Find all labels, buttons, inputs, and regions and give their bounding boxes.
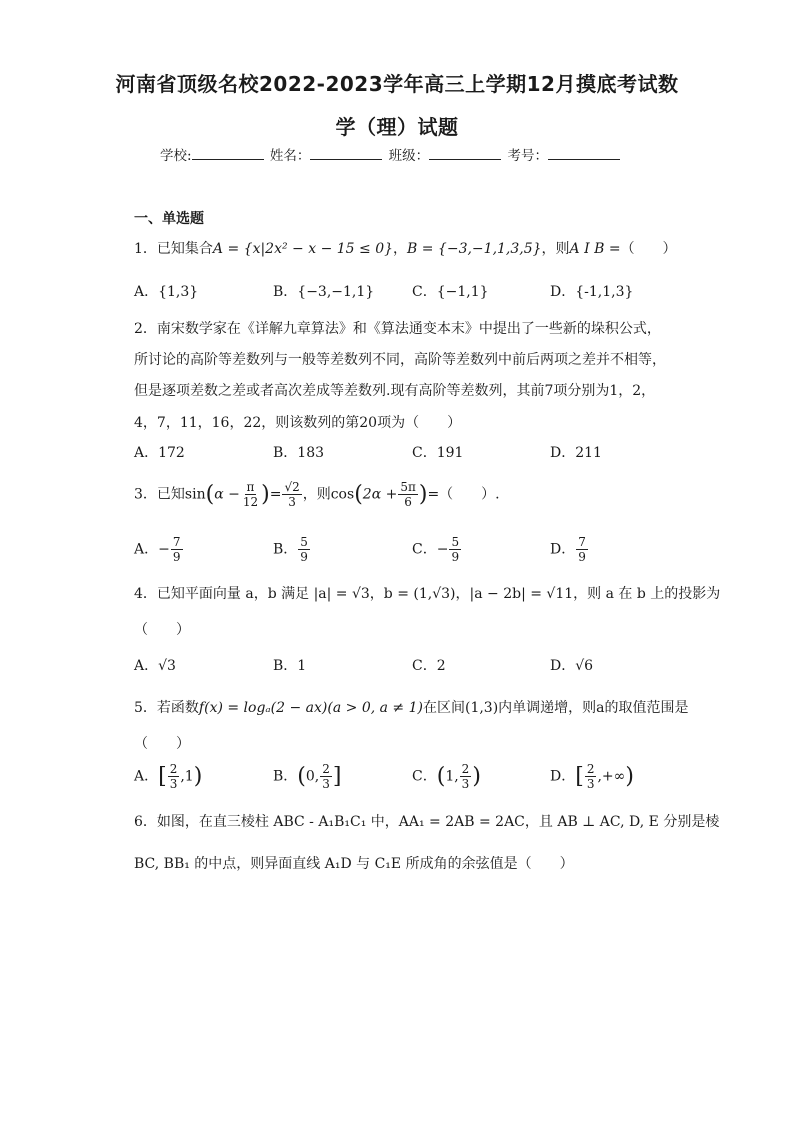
question-5-options xyxy=(134,762,694,796)
q3-paren-open-b: ( xyxy=(354,482,363,507)
q3-r2: √2 xyxy=(284,480,300,494)
q3-opt-a-num: 7 xyxy=(172,535,181,549)
q5-opt-c-den: 3 xyxy=(461,777,470,791)
question-4-options xyxy=(134,655,694,681)
question-5-paren: （ ） xyxy=(134,736,190,752)
exam-title-line2: 学（理）试题 xyxy=(335,115,459,139)
q3-option-a[interactable] xyxy=(134,535,184,564)
q5-opt-a-post: ,1 xyxy=(180,768,194,785)
question-4-paren: （ ） xyxy=(134,622,190,638)
q2-option-c[interactable]: C．191 xyxy=(412,445,464,461)
q5-opt-b-left: ( xyxy=(297,764,306,789)
q5-opt-c-letter: C． xyxy=(412,768,437,785)
question-4-stem: 4．已知平面向量 a，b 满足 |a| = √3，b = (1,√3)，|a − 2b| = √11，则 a 在 b 上的投影为 xyxy=(134,586,721,602)
q4-option-c[interactable]: C．2 xyxy=(412,658,446,674)
q1-sep: ， xyxy=(393,241,408,257)
q5-opt-a-left: [ xyxy=(158,764,167,789)
q1-stem-b: ，则 xyxy=(541,241,570,257)
school-label: 学校: xyxy=(160,148,192,164)
q5-opt-c-num: 2 xyxy=(461,762,470,776)
q3-opt-a-letter: A． xyxy=(134,541,159,558)
q3-option-b[interactable] xyxy=(273,535,311,564)
q3-opt-a-frac xyxy=(171,535,183,564)
name-field[interactable] xyxy=(310,145,382,160)
q3-opt-d-letter: D． xyxy=(550,541,576,558)
q4-option-d[interactable]: D．√6 xyxy=(550,658,594,674)
question-2-line4: 4，7，11，16，22，则该数列的第20项为（ ） xyxy=(134,415,462,431)
question-2-line3: 但是逐项差数之差或者高次差成等差数列.现有高阶等差数列，其前7项分别为1，2， xyxy=(134,383,656,399)
question-2-line1: 2．南宋数学家在《详解九章算法》和《算法通变本末》中提出了一些新的垛积公式， xyxy=(134,321,661,337)
q5-opt-b-pre: 0, xyxy=(305,768,320,785)
q1-expr: A I B = xyxy=(569,241,621,257)
q3-paren-close-b: ) xyxy=(418,482,428,507)
q5-option-d[interactable] xyxy=(550,762,634,791)
q5-opt-d-letter: D． xyxy=(550,768,576,785)
q5-option-c[interactable] xyxy=(412,762,481,791)
q3-d3: 3 xyxy=(288,495,296,509)
q5-opt-c-frac xyxy=(460,762,472,791)
q5-opt-c-right: ) xyxy=(472,764,481,789)
class-field[interactable] xyxy=(429,145,501,160)
q3-arg-a: α − xyxy=(214,486,240,503)
school-field[interactable] xyxy=(192,145,264,160)
q5-opt-a-letter: A． xyxy=(134,768,159,785)
q4-option-b[interactable]: B．1 xyxy=(273,658,307,674)
student-info-row xyxy=(160,144,622,164)
section-heading: 一、单选题 xyxy=(134,211,204,227)
question-3-options xyxy=(134,535,694,569)
q5-stem-a: 5．若函数 xyxy=(134,700,199,716)
q5-opt-b-den: 3 xyxy=(322,777,330,791)
question-1-options xyxy=(134,281,694,307)
q5-opt-b-frac xyxy=(320,762,332,791)
q5-opt-d-frac xyxy=(585,762,597,791)
q3-opt-b-letter: B． xyxy=(273,541,298,558)
q1-option-d[interactable]: D．{-1,1,3} xyxy=(550,284,634,300)
q1-option-c[interactable]: C．{−1,1} xyxy=(412,284,489,300)
q5-opt-d-num: 2 xyxy=(586,762,595,776)
q1-stem-a: 1．已知集合 xyxy=(134,241,213,257)
q2-option-d[interactable]: D．211 xyxy=(550,445,602,461)
q1-option-b[interactable]: B．{−3,−1,1} xyxy=(273,284,375,300)
q3-opt-c-den: 9 xyxy=(451,550,460,564)
q3-frac-pi-12 xyxy=(241,480,260,509)
q5-option-a[interactable] xyxy=(134,762,202,791)
q5-opt-b-right: ] xyxy=(332,764,342,789)
q5-opt-a-num: 2 xyxy=(169,762,178,776)
q5-opt-d-den: 3 xyxy=(586,777,595,791)
q5-opt-c-pre: 1, xyxy=(445,768,459,785)
q3-stem-b: ，则cos xyxy=(302,486,355,503)
name-label: 姓名： xyxy=(269,148,311,164)
q5-func: f(x) = logₐ(2 − ax)(a > 0, a ≠ 1) xyxy=(198,700,423,716)
q5-opt-a-frac xyxy=(168,762,180,791)
number-label: 考号： xyxy=(507,148,548,164)
q3-option-c[interactable] xyxy=(412,535,462,564)
question-3-stem xyxy=(134,480,500,509)
question-2-options xyxy=(134,442,694,468)
q3-opt-d-den: 9 xyxy=(578,550,586,564)
question-5-stem xyxy=(134,697,689,717)
q1-set-b: B = {−3,−1,1,3,5} xyxy=(407,241,542,257)
q3-opt-c-sign: − xyxy=(436,541,449,558)
question-1-stem xyxy=(134,238,677,258)
q5-opt-b-num: 2 xyxy=(322,762,330,776)
q5-opt-d-post: ,+∞ xyxy=(597,768,626,785)
q1-set-a: A = {x|2x² − x − 15 ≤ 0} xyxy=(212,241,394,257)
q5-opt-a-right: ) xyxy=(193,764,203,789)
q3-d12: 12 xyxy=(242,495,259,509)
question-6-line2: BC, BB₁ 的中点，则异面直线 A₁D 与 C₁E 所成角的余弦值是（ ） xyxy=(134,856,574,872)
q3-opt-c-frac xyxy=(449,535,461,564)
q3-arg-b: 2α + xyxy=(362,486,398,503)
q5-stem-b: 在区间(1,3)内单调递增，则a的取值范围是 xyxy=(422,700,689,716)
q3-option-d[interactable] xyxy=(550,535,589,564)
q5-opt-d-left: [ xyxy=(575,764,584,789)
q2-option-b[interactable]: B．183 xyxy=(273,445,325,461)
q2-option-a[interactable]: A．172 xyxy=(134,445,185,461)
q3-stem-a: 3．已知sin xyxy=(134,486,206,503)
q1-option-a[interactable]: A．{1,3} xyxy=(134,284,199,300)
q3-opt-c-num: 5 xyxy=(451,535,460,549)
q5-option-b[interactable] xyxy=(273,762,341,791)
q3-opt-a-den: 9 xyxy=(172,550,181,564)
q3-eq: = xyxy=(269,486,282,503)
q3-stem-c: =（ ）. xyxy=(427,486,500,503)
number-field[interactable] xyxy=(548,145,620,160)
question-2-line2: 所讨论的高阶等差数列与一般等差数列不同，高阶等差数列中前后两项之差并不相等， xyxy=(134,352,666,368)
q5-opt-a-den: 3 xyxy=(169,777,178,791)
q3-opt-a-sign: − xyxy=(158,541,170,558)
q3-opt-b-frac xyxy=(298,535,310,564)
q3-opt-b-den: 9 xyxy=(300,550,308,564)
q3-opt-d-num: 7 xyxy=(578,535,586,549)
q4-option-a[interactable]: A．√3 xyxy=(134,658,176,674)
q5-opt-c-left: ( xyxy=(436,764,446,789)
q3-frac-r2-3 xyxy=(282,480,301,509)
q3-paren-close-a: ) xyxy=(261,482,270,507)
exam-title-line1: 河南省顶级名校2022-2023学年高三上学期12月摸底考试数 xyxy=(115,72,679,96)
q3-d6: 6 xyxy=(404,495,412,509)
q3-five-pi: 5π xyxy=(400,480,416,494)
class-label: 班级： xyxy=(388,148,430,164)
q3-paren-open-a: ( xyxy=(205,482,215,507)
q3-opt-c-letter: C． xyxy=(412,541,437,558)
q3-opt-d-frac xyxy=(576,535,588,564)
q3-opt-b-num: 5 xyxy=(300,535,308,549)
q5-opt-d-right: ) xyxy=(625,764,634,789)
q5-opt-b-letter: B． xyxy=(273,768,298,785)
q3-pi: π xyxy=(246,480,255,494)
q1-paren: （ ） xyxy=(620,241,677,257)
q3-frac-5pi-6 xyxy=(398,480,418,509)
question-6-line1: 6．如图，在直三棱柱 ABC - A₁B₁C₁ 中，AA₁ = 2AB = 2AC，且 AB ⊥ AC, D, E 分别是棱 xyxy=(134,814,720,830)
